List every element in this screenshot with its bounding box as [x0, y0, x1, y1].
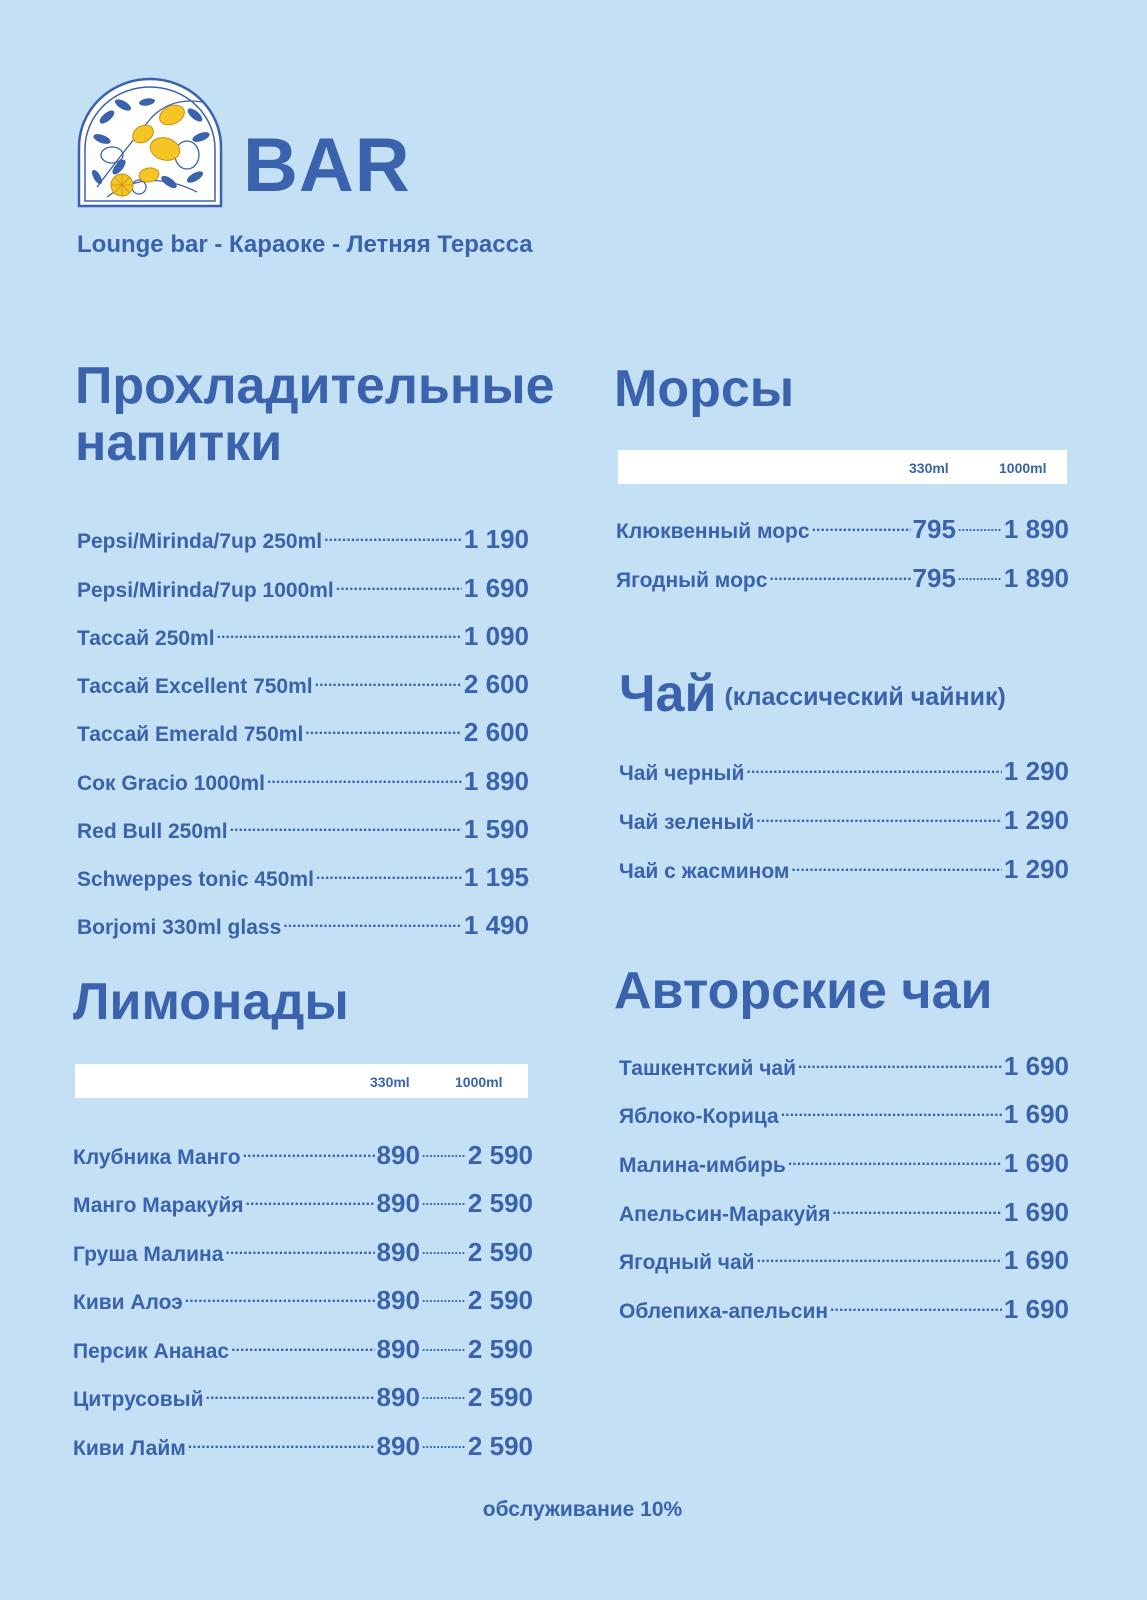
menu-item	[77, 622, 529, 653]
menu-item	[77, 525, 529, 556]
soft-drinks-heading	[75, 358, 555, 472]
item-price-small: 890	[376, 1382, 420, 1412]
item-name: Тассай Emerald 750ml	[77, 723, 304, 746]
item-name: Клубника Манго	[73, 1146, 241, 1169]
menu-item	[619, 1052, 1069, 1083]
item-price-small: 890	[376, 1140, 420, 1170]
menu-item	[619, 757, 1069, 788]
menu-item	[619, 1295, 1069, 1326]
item-name: Тассай 250ml	[77, 627, 215, 650]
item-price-small: 890	[376, 1285, 420, 1315]
menu-item	[73, 1383, 533, 1414]
item-name: Ягодный морс	[616, 569, 768, 592]
item-price-large: 2 590	[467, 1140, 533, 1170]
menu-item	[73, 1335, 533, 1366]
item-price: 1 290	[1003, 756, 1069, 786]
item-price-small: 890	[376, 1237, 420, 1267]
menu-item	[77, 574, 529, 605]
item-price-large: 1 890	[1003, 514, 1069, 544]
lemon-logo-icon	[77, 77, 223, 208]
item-price: 1 195	[463, 862, 529, 892]
item-name: Киви Алоэ	[73, 1291, 183, 1314]
menu-item	[619, 1100, 1069, 1131]
item-price: 1 290	[1003, 854, 1069, 884]
service-charge-note: обслуживание 10%	[482, 1498, 683, 1521]
item-price-large: 1 890	[1003, 563, 1069, 593]
item-name: Чай с жасмином	[619, 860, 790, 883]
item-price-large: 2 590	[467, 1431, 533, 1461]
item-name: Клюквенный морс	[616, 520, 810, 543]
item-price-small: 890	[376, 1431, 420, 1461]
menu-item	[619, 1246, 1069, 1277]
item-name: Pepsi/Mirinda/7up 1000ml	[77, 579, 334, 602]
tea-title: Чай	[619, 665, 717, 723]
item-name: Тассай Excellent 750ml	[77, 675, 313, 698]
lemonades-size-header	[75, 1064, 528, 1098]
item-name: Апельсин-Маракуйя	[619, 1203, 831, 1226]
item-price: 1 490	[463, 910, 529, 940]
item-name: Red Bull 250ml	[77, 820, 228, 843]
item-name: Груша Малина	[73, 1243, 224, 1266]
menu-item	[77, 670, 529, 701]
menu-item	[77, 767, 529, 798]
size-small-label: 330ml	[370, 1074, 410, 1090]
menu-item	[73, 1141, 533, 1172]
menu-item	[619, 855, 1069, 886]
item-price: 1 690	[1003, 1051, 1069, 1081]
item-price: 1 590	[463, 814, 529, 844]
item-name: Киви Лайм	[73, 1437, 186, 1460]
item-price: 1 290	[1003, 805, 1069, 835]
item-price: 2 600	[463, 717, 529, 747]
item-name: Borjomi 330ml glass	[77, 916, 282, 939]
item-price: 1 090	[463, 621, 529, 651]
menu-item	[73, 1189, 533, 1220]
soft-drinks-title-line2: напитки	[75, 414, 283, 472]
menu-item	[616, 564, 1069, 595]
item-price-small: 795	[912, 514, 956, 544]
item-price-small: 890	[376, 1334, 420, 1364]
item-price: 1 690	[1003, 1148, 1069, 1178]
item-price: 1 890	[463, 766, 529, 796]
menu-item	[77, 863, 529, 894]
menu-item	[73, 1432, 533, 1463]
tea-note: (классический чайник)	[724, 683, 1006, 711]
item-name: Чай зеленый	[619, 811, 755, 834]
menu-item	[619, 1198, 1069, 1229]
item-name: Ягодный чай	[619, 1251, 755, 1274]
item-price-large: 2 590	[467, 1334, 533, 1364]
menu-item	[73, 1286, 533, 1317]
item-price-large: 2 590	[467, 1382, 533, 1412]
lemonades-title: Лимонады	[73, 973, 349, 1031]
item-price-large: 2 590	[467, 1285, 533, 1315]
menu-item	[73, 1238, 533, 1269]
tea-heading	[619, 666, 1006, 726]
item-name: Яблоко-Корица	[619, 1105, 779, 1128]
item-price-small: 795	[912, 563, 956, 593]
item-price: 1 690	[1003, 1245, 1069, 1275]
item-price-large: 2 590	[467, 1188, 533, 1218]
item-name: Персик Ананас	[73, 1340, 230, 1363]
menu-item	[619, 806, 1069, 837]
bar-title: BAR	[243, 123, 411, 208]
mors-title: Морсы	[614, 360, 795, 418]
item-price: 1 690	[1003, 1099, 1069, 1129]
item-name: Манго Маракуйя	[73, 1194, 244, 1217]
menu-item	[77, 911, 529, 942]
menu-item	[616, 515, 1069, 546]
item-name: Сок Gracio 1000ml	[77, 772, 265, 795]
size-large-label: 1000ml	[999, 460, 1047, 476]
menu-item	[77, 718, 529, 749]
item-price: 1 690	[463, 573, 529, 603]
item-name: Облепиха-апельсин	[619, 1300, 829, 1323]
item-price-large: 2 590	[467, 1237, 533, 1267]
item-name: Малина-имбирь	[619, 1154, 786, 1177]
item-price: 1 690	[1003, 1294, 1069, 1324]
item-name: Schweppes tonic 450ml	[77, 868, 314, 891]
menu-item	[77, 815, 529, 846]
mors-size-header	[618, 450, 1067, 484]
size-small-label: 330ml	[909, 460, 949, 476]
item-name: Pepsi/Mirinda/7up 250ml	[77, 530, 323, 553]
author-tea-title: Авторские чаи	[614, 962, 993, 1020]
item-price: 1 190	[463, 524, 529, 554]
item-name: Ташкентский чай	[619, 1057, 796, 1080]
bar-subtitle: Lounge bar - Караоке - Летняя Терасса	[77, 231, 533, 258]
soft-drinks-title-line1: Прохладительные	[75, 357, 555, 415]
item-price: 1 690	[1003, 1197, 1069, 1227]
size-large-label: 1000ml	[455, 1074, 503, 1090]
item-name: Цитрусовый	[73, 1388, 204, 1411]
item-price: 2 600	[463, 669, 529, 699]
item-name: Чай черный	[619, 762, 745, 785]
menu-item	[619, 1149, 1069, 1180]
item-price-small: 890	[376, 1188, 420, 1218]
